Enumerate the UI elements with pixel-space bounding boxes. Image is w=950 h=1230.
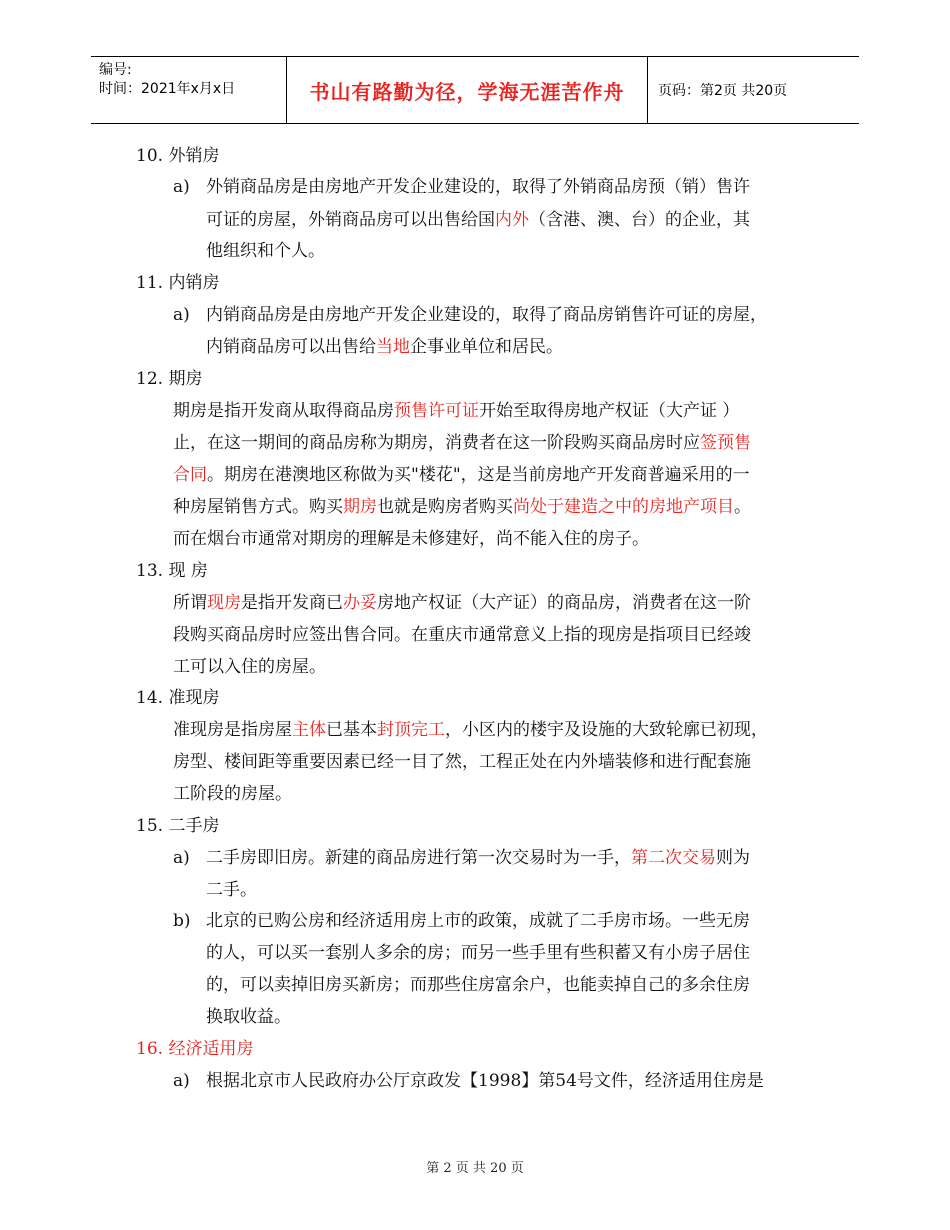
paragraph-line: 的，可以卖掉旧房买新房；而那些住房富余户，也能卖掉自己的多余住房 (206, 975, 750, 995)
section-title: 15. 二手房 (136, 816, 220, 836)
paragraph-line: 北京的已购公房和经济适用房上市的政策，成就了二手房市场。一些无房 (206, 911, 750, 931)
highlight-text: 签预售 (700, 433, 751, 453)
paragraph-line: 换取收益。 (206, 1007, 291, 1027)
highlight-text: 内外 (495, 210, 529, 230)
highlight-text: 主体 (292, 720, 326, 740)
paragraph-line: 内销商品房是由房地产开发企业建设的，取得了商品房销售许可证的房屋， (206, 305, 767, 325)
section-title: 11. 内销房 (136, 273, 220, 293)
list-marker: a) (173, 1071, 190, 1091)
paragraph-line: 而在烟台市通常对期房的理解是未修建好，尚不能入住的房子。 (173, 529, 649, 549)
highlight-text: 尚处于建造之中的房地产项目 (513, 497, 734, 517)
section-title: 12. 期房 (136, 369, 203, 389)
paragraph-line: 根据北京市人民政府办公厅京政发【1998】第54号文件，经济适用住房是 (206, 1071, 764, 1091)
highlight-text: 办妥 (343, 593, 377, 613)
header-page-label: 页码：第2页 共20页 (658, 83, 788, 99)
section-title: 16. 经济适用房 (136, 1039, 254, 1059)
header-motto: 书山有路勤为径，学海无涯苦作舟 (286, 57, 648, 123)
list-marker: a) (173, 305, 190, 325)
highlight-text: 合同 (173, 465, 207, 485)
highlight-text: 第二次交易 (631, 848, 716, 868)
paragraph-line: 止，在这一期间的商品房称为期房，消费者在这一阶段购买商品房时应签预售 (173, 433, 751, 453)
paragraph-line: 二手。 (206, 880, 257, 900)
highlight-text: 现房 (207, 593, 241, 613)
paragraph-line: 可证的房屋，外销商品房可以出售给国内外（含港、澳、台）的企业，其 (206, 210, 750, 230)
paragraph-line: 期房是指开发商从取得商品房预售许可证开始至取得房地产权证（大产证 ） (173, 401, 740, 421)
section-title: 14. 准现房 (136, 688, 220, 708)
section-title: 13. 现 房 (136, 561, 208, 581)
section-title: 10. 外销房 (136, 146, 220, 166)
paragraph-line: 内销商品房可以出售给当地企事业单位和居民。 (206, 337, 563, 357)
document-time-label: 时间：2021年x月x日 (99, 81, 236, 97)
paragraph-line: 他组织和个人。 (206, 241, 325, 261)
highlight-text: 期房 (343, 497, 377, 517)
page-header (91, 56, 859, 124)
paragraph-line: 外销商品房是由房地产开发企业建设的，取得了外销商品房预（销）售许 (206, 177, 750, 197)
paragraph-line: 段购买商品房时应签出售合同。在重庆市通常意义上指的现房是指项目已经竣 (173, 625, 751, 645)
paragraph-line: 的人，可以买一套别人多余的房；而另一些手里有些积蓄又有小房子居住 (206, 943, 750, 963)
list-marker: b) (173, 911, 191, 931)
paragraph-line: 准现房是指房屋主体已基本封顶完工，小区内的楼宇及设施的大致轮廓已初现， (173, 720, 768, 740)
paragraph-line: 种房屋销售方式。购买期房也就是购房者购买尚处于建造之中的房地产项目。 (173, 497, 751, 517)
paragraph-line: 工阶段的房屋。 (173, 784, 292, 804)
header-meta (99, 61, 235, 99)
paragraph-line: 合同。期房在港澳地区称做为买"楼花"，这是当前房地产开发商普遍采用的一 (173, 465, 750, 485)
highlight-text: 预售许可证 (394, 401, 479, 421)
highlight-text: 当地 (376, 337, 410, 357)
list-marker: a) (173, 177, 190, 197)
paragraph-line: 所谓现房是指开发商已办妥房地产权证（大产证）的商品房，消费者在这一阶 (173, 593, 751, 613)
document-number-label: 编号: (99, 62, 132, 78)
page-footer: 第 2 页 共 20 页 (426, 1161, 524, 1176)
highlight-text: 封顶完工 (377, 720, 445, 740)
paragraph-line: 工可以入住的房屋。 (173, 657, 326, 677)
paragraph-line: 房型、楼间距等重要因素已经一目了然，工程正处在内外墙装修和进行配套施 (173, 752, 751, 772)
paragraph-line: 二手房即旧房。新建的商品房进行第一次交易时为一手，第二次交易则为 (206, 848, 750, 868)
list-marker: a) (173, 848, 190, 868)
